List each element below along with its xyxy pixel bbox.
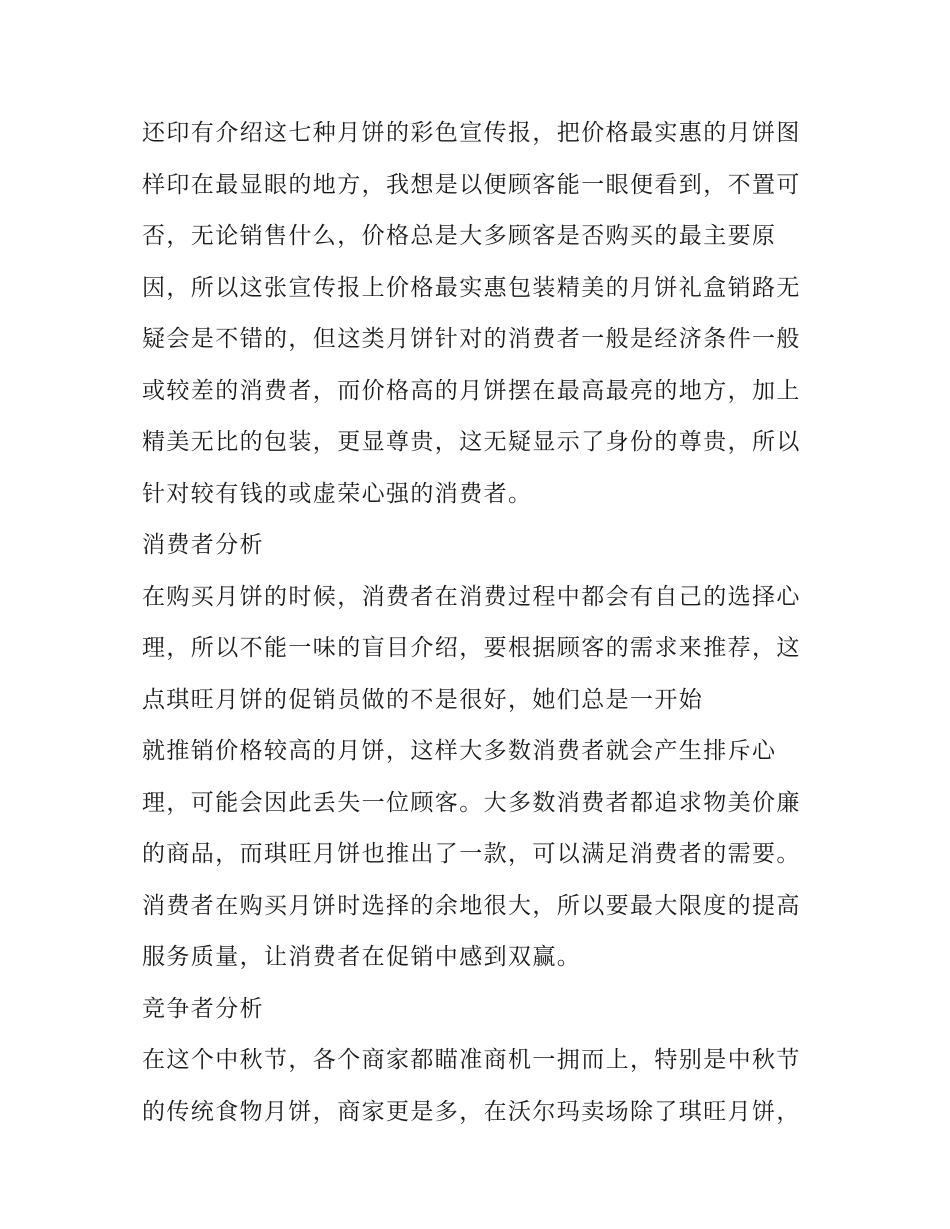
text-line: 消费者在购买月饼时选择的余地很大，所以要最大限度的提高 bbox=[142, 892, 801, 919]
text-line: 疑会是不错的，但这类月饼针对的消费者一般是经济条件一般 bbox=[142, 326, 801, 352]
text-line: 还印有介绍这七种月饼的彩色宣传报，把价格最实惠的月饼图 bbox=[142, 120, 801, 146]
section-heading-competitor-analysis: 竞争者分析 bbox=[142, 995, 264, 1022]
text-line: 服务质量，让消费者在促销中感到双赢。 bbox=[142, 944, 582, 970]
body-text bbox=[142, 108, 842, 1138]
text-line: 针对较有钱的或虚荣心强的消费者。 bbox=[142, 480, 533, 507]
text-line: 在购买月饼的时候，消费者在消费过程中都会有自己的选择心 bbox=[142, 583, 801, 610]
text-line: 在这个中秋节，各个商家都瞄准商机一拥而上，特别是中秋节 bbox=[142, 1047, 801, 1073]
text-line: 精美无比的包装，更显尊贵，这无疑显示了身份的尊贵，所以 bbox=[142, 429, 801, 455]
text-line: 或较差的消费者，而价格高的月饼摆在最高最亮的地方，加上 bbox=[142, 377, 801, 404]
text-line: 就推销价格较高的月饼，这样大多数消费者就会产生排斥心 bbox=[142, 738, 777, 764]
section-heading-consumer-analysis: 消费者分析 bbox=[142, 532, 264, 558]
text-line: 的传统食物月饼，商家更是多，在沃尔玛卖场除了琪旺月饼， bbox=[142, 1098, 801, 1125]
text-line: 理，所以不能一味的盲目介绍，要根据顾客的需求来推荐，这 bbox=[142, 635, 801, 661]
text-line: 点琪旺月饼的促销员做的不是很好，她们总是一开始 bbox=[142, 686, 704, 713]
text-line: 因，所以这张宣传报上价格最实惠包装精美的月饼礼盒销路无 bbox=[142, 274, 801, 301]
text-line: 否，无论销售什么，价格总是大多顾客是否购买的最主要原 bbox=[142, 223, 777, 249]
text-line: 理，可能会因此丢失一位顾客。大多数消费者都追求物美价廉 bbox=[142, 789, 801, 816]
text-line: 样印在最显眼的地方，我想是以便顾客能一眼便看到，不置可 bbox=[142, 171, 801, 198]
text-line: 的商品，而琪旺月饼也推出了一款，可以满足消费者的需要。 bbox=[142, 841, 801, 867]
